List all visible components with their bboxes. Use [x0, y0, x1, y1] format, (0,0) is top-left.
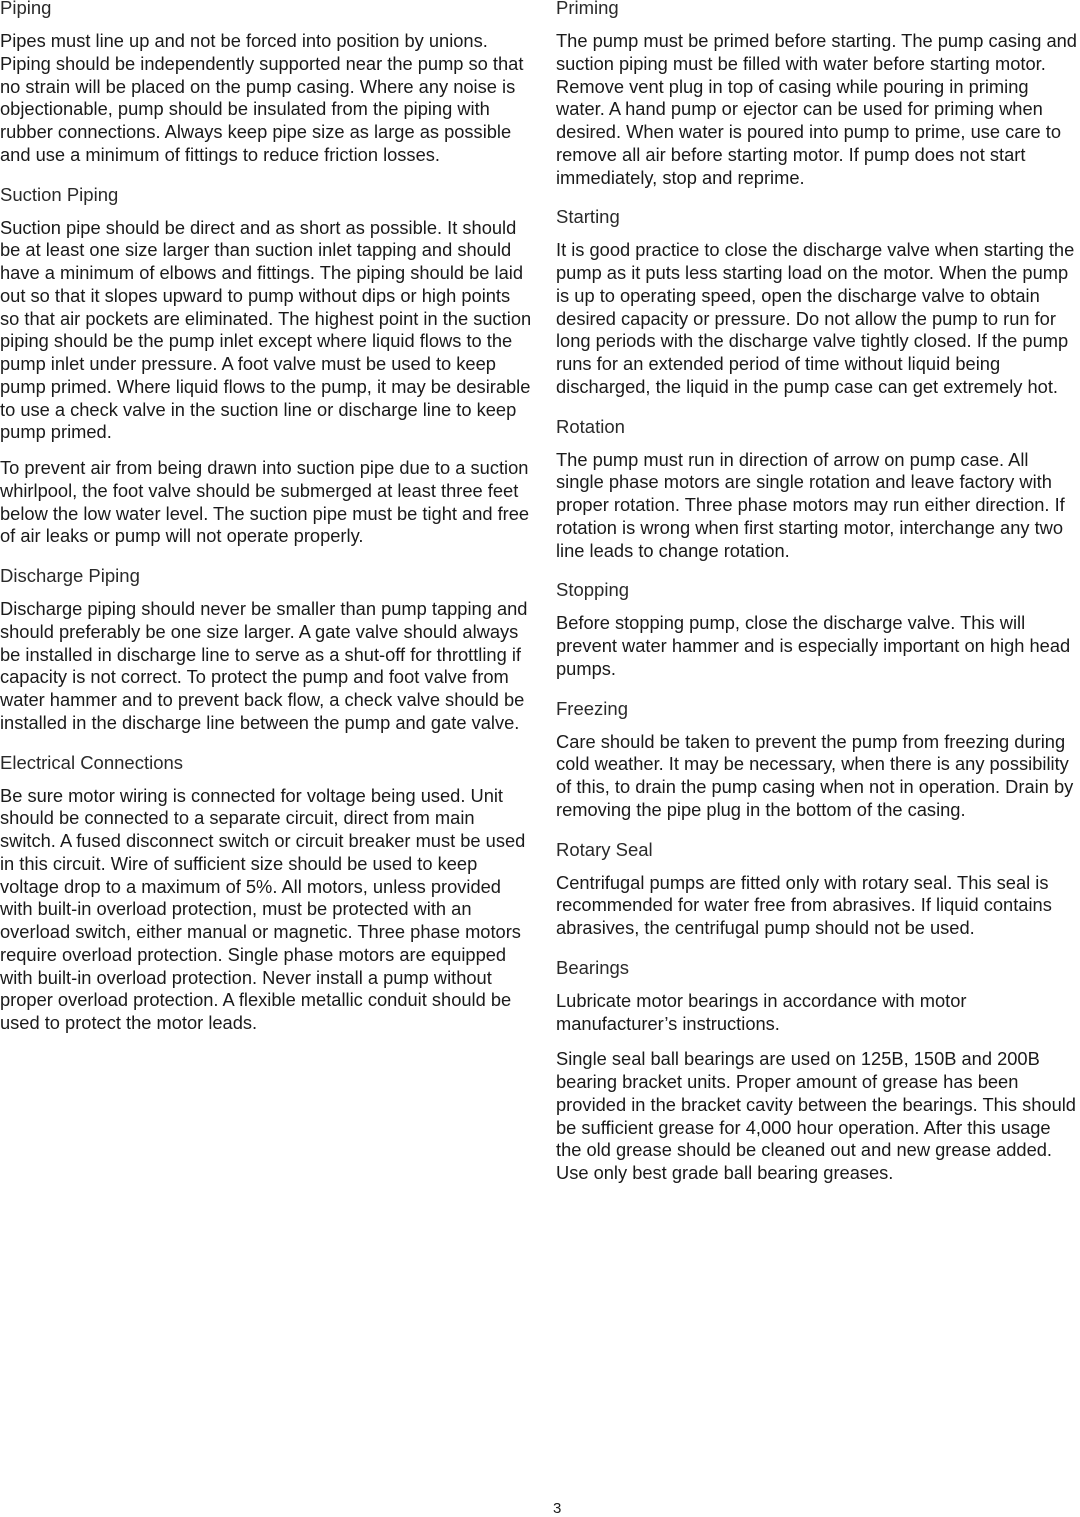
section-priming	[556, 0, 1080, 189]
section-paragraph: The pump must run in direction of arrow on pump case. All single phase motors are single rotation and leave factory with proper rotation. Three phase motors may run either direction. If rotation is wrong when first starting motor, interchange any two line leads to change rotation.	[556, 448, 1065, 561]
section-discharge-piping	[0, 566, 534, 735]
section-paragraph: Lubricate motor bearings in accordance with motor manufacturer’s instructions.	[556, 989, 967, 1034]
section-heading: Rotary Seal	[556, 838, 653, 860]
section-heading: Piping	[0, 0, 52, 18]
section-heading: Freezing	[556, 697, 628, 719]
section-paragraph: Discharge piping should never be smaller than pump tapping and should preferably be one size larger. A gate valve should always be installed in discharge line to serve as a shut-off for throttling if capacity is not correct. To protect the pump and foot valve from water hammer and to prevent back flow, a check valve should be installed in the discharge line between the pump and gate valve.	[0, 598, 528, 733]
section-paragraph: Suction pipe should be direct and as short as possible. It should be at least one size larger than suction inlet tapping and should have a minimum of elbows and fittings. The piping should be laid out so that it slopes upward to pump without dips or high points so that air pockets are eliminated. The highest point in the suction piping should be the pump inlet except where liquid flows to the pump inlet under pressure. A foot valve must be used to keep pump primed. Where liquid flows to the pump, it may be desirable to use a check valve in the suction line or discharge line to keep pump primed.	[0, 216, 532, 443]
section-bearings	[556, 958, 1080, 1185]
section-piping	[0, 0, 534, 167]
right-column	[556, 0, 1080, 1198]
section-starting	[556, 207, 1080, 398]
section-freezing	[556, 699, 1080, 822]
section-heading: Rotation	[556, 415, 625, 437]
section-paragraph: Centrifugal pumps are fitted only with rotary seal. This seal is recommended for water free from abrasives. If liquid contains abrasives, the centrifugal pump should not be used.	[556, 871, 1052, 938]
section-paragraph: It is good practice to close the discharge valve when starting the pump as it puts less starting load on the motor. When the pump is up to operating speed, open the discharge valve to obtain desired capacity or pressure. Do not allow the pump to run for long periods with the discharge valve tightly closed. If the pump runs for an extended period of time without liquid being discharged, the liquid in the pump case can get extremely hot.	[556, 239, 1075, 397]
section-rotation	[556, 417, 1080, 563]
section-electrical-connections	[0, 753, 534, 1035]
section-paragraph: The pump must be primed before starting. The pump casing and suction piping must be filled with water before starting motor. Remove vent plug in top of casing while pouring in priming water. A hand pump or ejector can be used for priming when desired. When water is poured into pump to prime, use care to remove all air before starting motor. If pump does not start immediately, stop and reprime.	[556, 30, 1077, 188]
section-paragraph: Pipes must line up and not be forced into position by unions. Piping should be independently supported near the pump so that no strain will be placed on the pump casing. Where any noise is objectionable, pump should be insulated from the piping with rubber connections. Always keep pipe size as large as possible and use a minimum of fittings to reduce friction losses.	[0, 30, 524, 165]
section-heading: Starting	[556, 206, 620, 228]
section-heading: Bearings	[556, 956, 630, 978]
section-stopping	[556, 580, 1080, 680]
section-paragraph: Care should be taken to prevent the pump from freezing during cold weather. It may be necessary, when there is any possibility of this, to drain the pump casing when not in operation. Drain by removing the pipe plug in the bottom of the casing.	[556, 730, 1074, 820]
section-paragraph: Single seal ball bearings are used on 125B, 150B and 200B bearing bracket units. Proper amount of grease has been provided in the bracket cavity between the bearings. This should be sufficient grease for 4,000 hour operation. After this usage the old grease should be cleaned out and new grease added. Use only best grade ball bearing greases.	[556, 1048, 1076, 1183]
section-paragraph: Be sure motor wiring is connected for voltage being used. Unit should be connected to a separate circuit, direct from main switch. A fused disconnect switch or circuit breaker must be used in this circuit. Wire of sufficient size should be used to keep voltage drop to a maximum of 5%. All motors, unless provided with built-in overload protection, must be protected with an overload switch, either manual or magnetic. Three phase motors require overload protection. Single phase motors are equipped with built-in overload protection. Never install a pump without proper overload protection. A flexible metallic conduit should be used to protect the motor leads.	[0, 784, 526, 1033]
section-suction-piping	[0, 185, 534, 549]
section-paragraph: Before stopping pump, close the discharge valve. This will prevent water hammer and is especially important on high head pumps.	[556, 612, 1071, 679]
section-heading: Discharge Piping	[0, 565, 140, 586]
section-heading: Priming	[556, 0, 619, 18]
left-column	[0, 0, 534, 1048]
section-heading: Suction Piping	[0, 183, 119, 205]
section-paragraph: To prevent air from being drawn into suction pipe due to a suction whirlpool, the foot valve should be submerged at least three feet below the low water level. The suction pipe must be tight and free of air leaks or pump will not operate properly.	[0, 457, 530, 547]
page-number: 3	[553, 1500, 562, 1517]
section-rotary-seal	[556, 840, 1080, 940]
section-heading: Stopping	[556, 579, 630, 601]
section-heading: Electrical Connections	[0, 751, 184, 773]
